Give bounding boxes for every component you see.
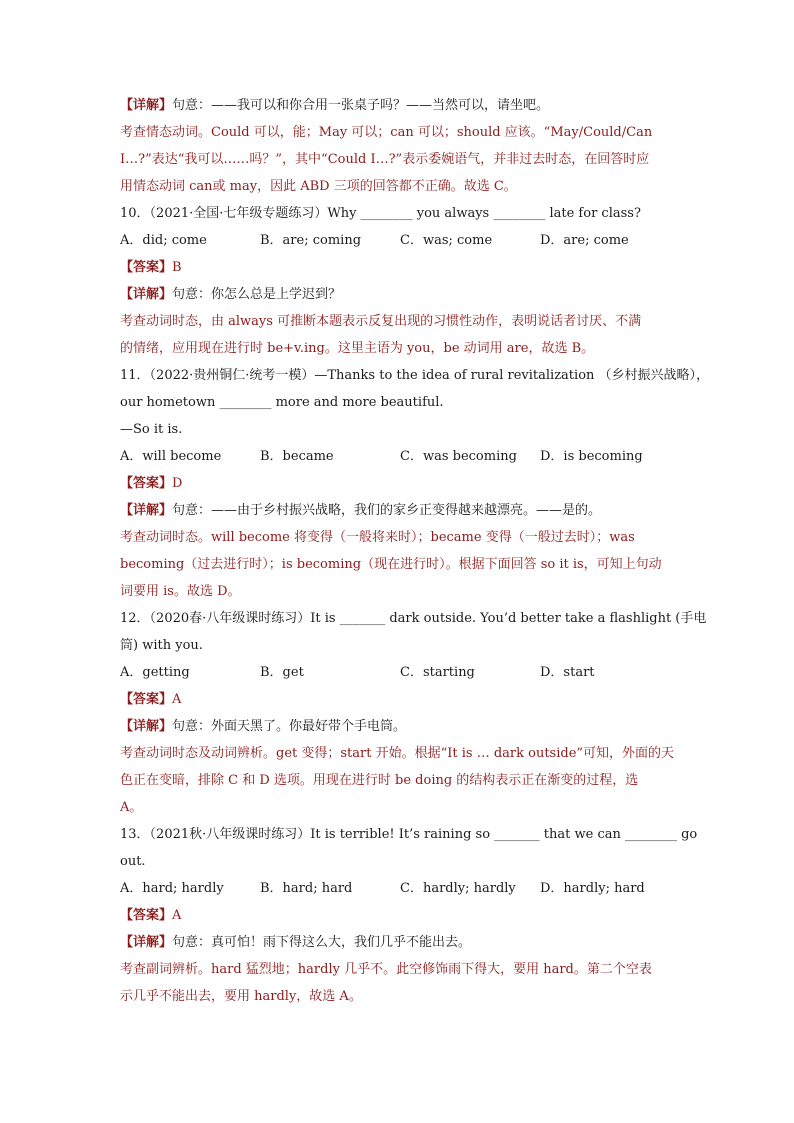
explanation-text: 句意：——由于乡村振兴战略，我们的家乡正变得越来越漂亮。——是的。	[172, 503, 602, 518]
analysis-line: 的情绪，应用现在进行时 be+v.ing。这里主语为 you，be 动词用 are，故选 B。	[120, 341, 595, 356]
option-item: A．getting	[120, 665, 190, 680]
analysis-line: 示几乎不能出去，要用 hardly，故选 A。	[120, 989, 362, 1004]
option-item: A．will become	[120, 449, 222, 464]
explanation-line	[120, 929, 680, 956]
answer-label: 【答案】	[120, 260, 173, 275]
answer-line	[120, 254, 680, 281]
analysis-line: 色正在变暗，排除 C 和 D 选项。用现在进行时 be doing 的结构表示正在渐变的过程，选	[120, 773, 639, 788]
option-item: B．hard; hard	[260, 881, 353, 896]
option-item: C．hardly; hardly	[400, 881, 516, 896]
option-item: C．was becoming	[400, 449, 517, 464]
option-item: D．are; come	[540, 233, 629, 248]
question-line: our hometown ________ more and more beautiful.	[120, 395, 444, 410]
explanation-text: 句意：——我可以和你合用一张桌子吗？——当然可以，请坐吧。	[172, 98, 550, 113]
analysis-line: A。	[120, 800, 143, 815]
option-item: D．hardly; hard	[540, 881, 645, 896]
answer-value: D	[172, 476, 183, 491]
question-line: out.	[120, 854, 146, 869]
explanation-text: 句意：外面天黑了。你最好带个手电筒。	[172, 719, 407, 734]
explanation-label: 【详解】	[120, 503, 173, 518]
explanation-line	[120, 281, 680, 308]
question-line: 12．（2020春·八年级课时练习）It is _______ dark outside. You’d better take a flashlight (手电	[120, 611, 707, 626]
answer-value: B	[172, 260, 182, 275]
option-item: B．became	[260, 449, 334, 464]
explanation-line	[120, 497, 680, 524]
answer-label: 【答案】	[120, 908, 173, 923]
answer-label: 【答案】	[120, 476, 173, 491]
option-item: B．get	[260, 665, 304, 680]
option-item: B．are; coming	[260, 233, 362, 248]
options-row	[120, 659, 680, 686]
option-item: A．did; come	[120, 233, 207, 248]
analysis-line: becoming（过去进行时）；is becoming（现在进行时）。根据下面回答 so it is，可知上句动	[120, 557, 662, 572]
options-row	[120, 227, 680, 254]
option-item: D．start	[540, 665, 595, 680]
analysis-line: 用情态动词 can或 may，因此 ABD 三项的回答都不正确。故选 C。	[120, 179, 517, 194]
analysis-line: 考查副词辨析。hard 猛烈地；hardly 几乎不。此空修饰雨下得大，要用 hard。第二个空表	[120, 962, 652, 977]
question-line: —So it is.	[120, 422, 183, 437]
explanation-text: 句意：你怎么总是上学迟到？	[172, 287, 342, 302]
question-content	[120, 92, 710, 1010]
answer-label: 【答案】	[120, 692, 173, 707]
explanation-label: 【详解】	[120, 935, 173, 950]
analysis-line: I…?”表达“我可以……吗？”，其中“Could I…?”表示委婉语气，并非过去时态，在回答时应	[120, 152, 650, 167]
explanation-line	[120, 713, 680, 740]
question-line: 11．（2022·贵州铜仁·统考一模）—Thanks to the idea of rural revitalization （乡村振兴战略），	[120, 368, 710, 383]
answer-line	[120, 470, 680, 497]
question-line: 10．（2021·全国·七年级专题练习）Why ________ you always ________ late for class?	[120, 206, 641, 221]
analysis-line: 考查情态动词。Could 可以，能；May 可以；can 可以；should 应该。“May/Could/Can	[120, 125, 653, 140]
explanation-label: 【详解】	[120, 287, 173, 302]
options-row	[120, 875, 680, 902]
analysis-line: 词要用 is。故选 D。	[120, 584, 241, 599]
analysis-line: 考查动词时态及动词辨析。get 变得；start 开始。根据“It is … dark outside”可知，外面的天	[120, 746, 675, 761]
explanation-label: 【详解】	[120, 719, 173, 734]
analysis-line: 考查动词时态，由 always 可推断本题表示反复出现的习惯性动作，表明说话者讨厌、不满	[120, 314, 642, 329]
question-line: 筒) with you.	[120, 638, 203, 653]
analysis-line: 考查动词时态。will become 将变得（一般将来时）；became 变得（一般过去时）；was	[120, 530, 635, 545]
answer-line	[120, 902, 680, 929]
option-item: A．hard; hardly	[120, 881, 224, 896]
option-item: D．is becoming	[540, 449, 643, 464]
question-line: 13．（2021秋·八年级课时练习）It is terrible! It’s raining so _______ that we can ________ go	[120, 827, 698, 842]
explanation-label: 【详解】	[120, 98, 173, 113]
answer-line	[120, 686, 680, 713]
answer-value: A	[172, 908, 182, 923]
option-item: C．starting	[400, 665, 475, 680]
explanation-text: 句意：真可怕！雨下得这么大，我们几乎不能出去。	[172, 935, 472, 950]
option-item: C．was; come	[400, 233, 493, 248]
explanation-line	[120, 92, 680, 119]
answer-value: A	[172, 692, 182, 707]
options-row	[120, 443, 680, 470]
